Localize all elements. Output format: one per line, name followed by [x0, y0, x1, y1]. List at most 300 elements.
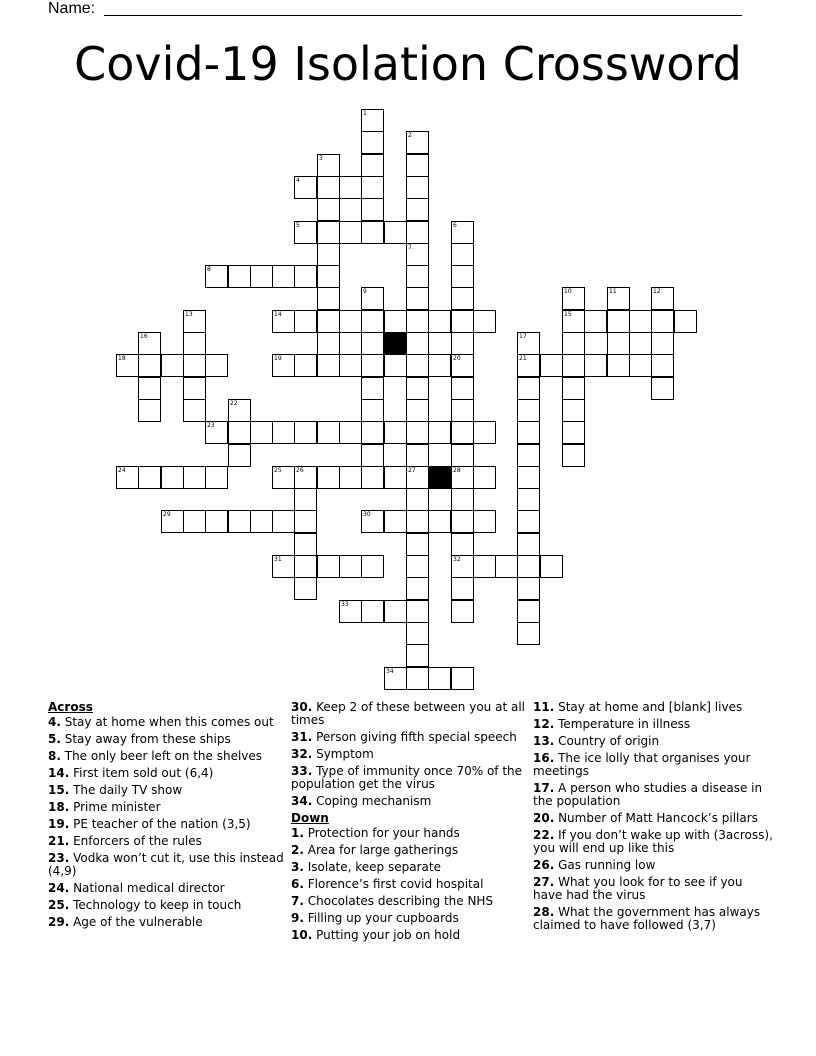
clue-text: Age of the vulnerable: [69, 915, 203, 929]
grid-cell[interactable]: [428, 354, 451, 377]
grid-cell[interactable]: [183, 377, 206, 400]
grid-cell[interactable]: [517, 600, 540, 623]
grid-cell[interactable]: [451, 287, 474, 310]
clue-number: 3: [319, 155, 323, 162]
grid-cell[interactable]: [294, 310, 317, 333]
grid-cell[interactable]: [294, 221, 317, 244]
clue-text: Enforcers of the rules: [69, 834, 202, 848]
grid-cell[interactable]: [451, 354, 474, 377]
grid-cell[interactable]: [339, 466, 362, 489]
grid-cell[interactable]: [361, 354, 384, 377]
grid-cell[interactable]: [406, 198, 429, 221]
grid-cell[interactable]: [317, 243, 340, 266]
clue-label: 14.: [48, 766, 70, 780]
grid-cell[interactable]: [629, 310, 652, 333]
clue-text: National medical director: [69, 881, 225, 895]
grid-cell[interactable]: [294, 176, 317, 199]
clue-label: 17.: [533, 781, 555, 795]
grid-cell[interactable]: [272, 555, 295, 578]
grid-cell[interactable]: [361, 310, 384, 333]
grid-cell[interactable]: [406, 154, 429, 177]
grid-cell[interactable]: [317, 332, 340, 355]
grid-cell[interactable]: [228, 399, 251, 422]
grid-cell[interactable]: [406, 466, 429, 489]
grid-cell[interactable]: [361, 466, 384, 489]
grid-cell[interactable]: [406, 176, 429, 199]
grid-cell[interactable]: [607, 332, 630, 355]
grid-cell[interactable]: [517, 377, 540, 400]
clue-text: Prime minister: [69, 800, 161, 814]
grid-cell[interactable]: [406, 555, 429, 578]
grid-cell[interactable]: [451, 510, 474, 533]
clue-label: 24.: [48, 881, 70, 895]
grid-cell[interactable]: [361, 555, 384, 578]
grid-cell[interactable]: [250, 421, 273, 444]
clue: [48, 801, 288, 814]
clue-label: 5.: [48, 732, 61, 746]
clue-number: 33: [341, 601, 349, 608]
grid-cell[interactable]: [138, 332, 161, 355]
clue-number: 30: [363, 511, 371, 518]
grid-cell[interactable]: [517, 399, 540, 422]
grid-cell[interactable]: [272, 310, 295, 333]
clue: [291, 731, 531, 744]
grid-cell[interactable]: [183, 310, 206, 333]
clue-label: 13.: [533, 734, 555, 748]
grid-cell[interactable]: [205, 510, 228, 533]
grid-cell[interactable]: [517, 577, 540, 600]
grid-cell[interactable]: [183, 466, 206, 489]
clues-column-1: [48, 701, 288, 933]
grid-cell[interactable]: [562, 421, 585, 444]
clue-text: Stay at home when this comes out: [60, 715, 274, 729]
grid-cell[interactable]: [205, 421, 228, 444]
grid-cell[interactable]: [562, 287, 585, 310]
grid-cell[interactable]: [451, 221, 474, 244]
grid-cell[interactable]: [451, 399, 474, 422]
grid-cell[interactable]: [294, 510, 317, 533]
clue-label: 6.: [291, 877, 304, 891]
grid-cell[interactable]: [384, 354, 407, 377]
clue-label: 1.: [291, 826, 304, 840]
grid-cell[interactable]: [540, 354, 563, 377]
clue: [533, 701, 773, 714]
clue-text: Chocolates describing the NHS: [303, 894, 494, 908]
clue: [291, 844, 531, 857]
grid-cell[interactable]: [361, 399, 384, 422]
grid-cell[interactable]: [517, 510, 540, 533]
grid-cell[interactable]: [384, 466, 407, 489]
clue-number: 5: [296, 222, 300, 229]
grid-cell[interactable]: [406, 577, 429, 600]
grid-cell[interactable]: [138, 377, 161, 400]
clue-text: Person giving fifth special speech: [312, 730, 517, 744]
clue-text: What you look for to see if you have had the virus: [533, 875, 743, 902]
grid-cell[interactable]: [607, 354, 630, 377]
clue-text: What the government has always claimed to have followed (3,7): [533, 905, 761, 932]
clues-column-2: [291, 701, 531, 946]
clue-number: 27: [408, 467, 416, 474]
grid-cell[interactable]: [294, 265, 317, 288]
grid-cell[interactable]: [183, 354, 206, 377]
grid-cell[interactable]: [161, 466, 184, 489]
grid-cell[interactable]: [406, 265, 429, 288]
clue: [291, 795, 531, 808]
grid-cell[interactable]: [406, 421, 429, 444]
grid-cell[interactable]: [451, 488, 474, 511]
grid-cell[interactable]: [562, 354, 585, 377]
clue: [533, 906, 773, 932]
clue-label: 26.: [533, 858, 555, 872]
clue: [291, 861, 531, 874]
clue-text: First item sold out (6,4): [69, 766, 214, 780]
clue-number: 25: [274, 467, 282, 474]
grid-cell[interactable]: [317, 466, 340, 489]
clue-label: 2.: [291, 843, 304, 857]
grid-cell[interactable]: [517, 466, 540, 489]
grid-cell[interactable]: [562, 444, 585, 467]
grid-cell[interactable]: [317, 354, 340, 377]
clue-label: 18.: [48, 800, 70, 814]
grid-cell[interactable]: [607, 310, 630, 333]
grid-cell[interactable]: [361, 221, 384, 244]
grid-cell[interactable]: [451, 555, 474, 578]
grid-cell[interactable]: [205, 466, 228, 489]
clue-text: The only beer left on the shelves: [60, 749, 263, 763]
down-heading: Down: [291, 811, 329, 825]
grid-cell[interactable]: [473, 421, 496, 444]
grid-cell[interactable]: [384, 221, 407, 244]
grid-cell[interactable]: [406, 644, 429, 667]
grid-cell[interactable]: [384, 667, 407, 690]
grid-cell[interactable]: [339, 354, 362, 377]
grid-cell[interactable]: [451, 577, 474, 600]
clue: [291, 929, 531, 942]
clue-label: 12.: [533, 717, 555, 731]
grid-cell[interactable]: [562, 377, 585, 400]
grid-cell[interactable]: [361, 377, 384, 400]
clue-label: 4.: [48, 715, 61, 729]
clue-label: 3.: [291, 860, 304, 874]
grid-cell[interactable]: [651, 354, 674, 377]
grid-cell[interactable]: [294, 555, 317, 578]
clue: [291, 895, 531, 908]
grid-cell[interactable]: [406, 354, 429, 377]
clue: [48, 750, 288, 763]
clue-label: 8.: [48, 749, 61, 763]
clue-number: 2: [408, 132, 412, 139]
clue-text: PE teacher of the nation (3,5): [69, 817, 251, 831]
clue: [291, 765, 531, 791]
clue-label: 33.: [291, 764, 313, 778]
grid-cell[interactable]: [339, 555, 362, 578]
grid-cell[interactable]: [428, 310, 451, 333]
grid-cell[interactable]: [540, 555, 563, 578]
grid-cell[interactable]: [272, 421, 295, 444]
clues-column-3: [533, 701, 773, 936]
clue: [48, 852, 288, 878]
clue-text: Area for large gatherings: [303, 843, 459, 857]
grid-cell[interactable]: [138, 399, 161, 422]
clue-number: 6: [453, 222, 457, 229]
grid-cell[interactable]: [674, 310, 697, 333]
grid-cell[interactable]: [250, 510, 273, 533]
grid-cell[interactable]: [406, 377, 429, 400]
clue-text: Type of immunity once 70% of the population get the virus: [291, 764, 523, 791]
grid-cell[interactable]: [361, 332, 384, 355]
clue: [48, 784, 288, 797]
grid-cell[interactable]: [451, 310, 474, 333]
grid-cell[interactable]: [161, 510, 184, 533]
grid-cell[interactable]: [451, 444, 474, 467]
grid-cell[interactable]: [228, 265, 251, 288]
grid-cell[interactable]: [651, 377, 674, 400]
grid-cell[interactable]: [406, 243, 429, 266]
grid-cell[interactable]: [406, 622, 429, 645]
clue-number: 9: [363, 288, 367, 295]
grid-cell[interactable]: [317, 154, 340, 177]
grid-cell[interactable]: [361, 198, 384, 221]
clue-text: Florence’s first covid hospital: [303, 877, 484, 891]
clue-text: If you don’t wake up with (3across), you will end up like this: [533, 828, 773, 855]
grid-cell[interactable]: [272, 510, 295, 533]
grid-cell[interactable]: [495, 555, 518, 578]
grid-cell[interactable]: [584, 310, 607, 333]
clue-label: 15.: [48, 783, 70, 797]
grid-cell[interactable]: [272, 466, 295, 489]
grid-cell[interactable]: [205, 265, 228, 288]
grid-cell[interactable]: [428, 667, 451, 690]
grid-cell[interactable]: [361, 154, 384, 177]
clue: [533, 859, 773, 872]
clue-label: 32.: [291, 747, 313, 761]
clue-number: 1: [363, 110, 367, 117]
grid-cell[interactable]: [272, 265, 295, 288]
grid-cell[interactable]: [339, 221, 362, 244]
clue-number: 23: [207, 422, 215, 429]
grid-cell[interactable]: [406, 667, 429, 690]
clue-label: 31.: [291, 730, 313, 744]
grid-cell[interactable]: [428, 421, 451, 444]
clue-number: 4: [296, 177, 300, 184]
grid-cell[interactable]: [451, 600, 474, 623]
grid-cell[interactable]: [317, 198, 340, 221]
clue-text: Isolate, keep separate: [303, 860, 441, 874]
clue-label: 10.: [291, 928, 313, 942]
grid-cell[interactable]: [451, 243, 474, 266]
grid-cell[interactable]: [228, 510, 251, 533]
grid-cell[interactable]: [562, 332, 585, 355]
clue-number: 16: [140, 333, 148, 340]
grid-cell[interactable]: [361, 421, 384, 444]
grid-cell[interactable]: [406, 332, 429, 355]
grid-cell[interactable]: [294, 533, 317, 556]
clue-text: Protection for your hands: [303, 826, 460, 840]
grid-cell[interactable]: [584, 354, 607, 377]
grid-cell[interactable]: [406, 131, 429, 154]
grid-cell[interactable]: [651, 287, 674, 310]
grid-cell[interactable]: [138, 354, 161, 377]
clue: [48, 733, 288, 746]
grid-cell[interactable]: [317, 287, 340, 310]
clue-label: 21.: [48, 834, 70, 848]
grid-cell[interactable]: [339, 176, 362, 199]
grid-cell[interactable]: [451, 421, 474, 444]
grid-cell[interactable]: [517, 332, 540, 355]
grid-cell[interactable]: [294, 488, 317, 511]
clue-text: Filling up your cupboards: [303, 911, 459, 925]
grid-cell[interactable]: [562, 399, 585, 422]
grid-cell[interactable]: [384, 600, 407, 623]
grid-cell[interactable]: [451, 667, 474, 690]
grid-cell[interactable]: [406, 310, 429, 333]
clue-number: 8: [207, 266, 211, 273]
grid-cell[interactable]: [272, 354, 295, 377]
grid-cell[interactable]: [384, 310, 407, 333]
clue: [48, 899, 288, 912]
grid-cell[interactable]: [473, 555, 496, 578]
clue-number: 34: [386, 668, 394, 675]
clue-text: Temperature in illness: [554, 717, 691, 731]
clue-number: 32: [453, 556, 461, 563]
clue: [48, 716, 288, 729]
grid-cell[interactable]: [517, 444, 540, 467]
grid-cell[interactable]: [205, 354, 228, 377]
grid-cell[interactable]: [183, 332, 206, 355]
clue: [291, 878, 531, 891]
grid-cell[interactable]: [294, 421, 317, 444]
grid-cell[interactable]: [406, 600, 429, 623]
grid-cell[interactable]: [406, 488, 429, 511]
clue-label: 11.: [533, 700, 555, 714]
clue-label: 7.: [291, 894, 304, 908]
grid-cell[interactable]: [294, 354, 317, 377]
grid-cell[interactable]: [317, 265, 340, 288]
clue: [291, 748, 531, 761]
grid-cell[interactable]: [183, 510, 206, 533]
grid-cell[interactable]: [361, 600, 384, 623]
grid-cell[interactable]: [361, 510, 384, 533]
clue-text: Stay away from these ships: [60, 732, 231, 746]
grid-cell[interactable]: [161, 354, 184, 377]
clue-text: Stay at home and [blank] lives: [554, 700, 743, 714]
grid-cell[interactable]: [228, 444, 251, 467]
grid-cell[interactable]: [294, 577, 317, 600]
clue-number: 22: [230, 400, 238, 407]
grid-cell[interactable]: [384, 421, 407, 444]
grid-cell[interactable]: [517, 555, 540, 578]
grid-cell[interactable]: [428, 510, 451, 533]
grid-cell[interactable]: [317, 421, 340, 444]
black-cell: [384, 332, 407, 355]
grid-cell[interactable]: [451, 377, 474, 400]
grid-cell[interactable]: [317, 555, 340, 578]
grid-cell[interactable]: [294, 466, 317, 489]
clue-label: 34.: [291, 794, 313, 808]
clue-number: 10: [564, 288, 572, 295]
grid-cell[interactable]: [361, 287, 384, 310]
grid-cell[interactable]: [384, 510, 407, 533]
grid-cell[interactable]: [517, 488, 540, 511]
clue-text: Putting your job on hold: [312, 928, 461, 942]
clue: [48, 767, 288, 780]
grid-cell[interactable]: [228, 421, 251, 444]
grid-cell[interactable]: [406, 533, 429, 556]
clue-text: Gas running low: [554, 858, 656, 872]
grid-cell[interactable]: [517, 622, 540, 645]
clue-text: Coping mechanism: [312, 794, 432, 808]
clue: [533, 876, 773, 902]
clue: [291, 912, 531, 925]
clue-text: Symptom: [312, 747, 374, 761]
grid-cell[interactable]: [406, 287, 429, 310]
grid-cell[interactable]: [361, 444, 384, 467]
grid-cell[interactable]: [406, 399, 429, 422]
grid-cell[interactable]: [361, 131, 384, 154]
clue-label: 20.: [533, 811, 555, 825]
clue-label: 28.: [533, 905, 555, 919]
grid-cell[interactable]: [339, 310, 362, 333]
clue: [48, 916, 288, 929]
grid-cell[interactable]: [317, 221, 340, 244]
grid-cell[interactable]: [406, 510, 429, 533]
grid-cell[interactable]: [473, 310, 496, 333]
grid-cell[interactable]: [629, 354, 652, 377]
grid-cell[interactable]: [116, 466, 139, 489]
clue-number: 11: [609, 288, 617, 295]
grid-cell[interactable]: [451, 332, 474, 355]
grid-cell[interactable]: [517, 533, 540, 556]
grid-cell[interactable]: [562, 310, 585, 333]
clue-label: 19.: [48, 817, 70, 831]
clue-number: 26: [296, 467, 304, 474]
grid-cell[interactable]: [138, 466, 161, 489]
clue-number: 7: [408, 244, 412, 251]
grid-cell[interactable]: [451, 466, 474, 489]
clue-text: Technology to keep in touch: [69, 898, 242, 912]
grid-cell[interactable]: [517, 421, 540, 444]
clue-number: 15: [564, 311, 572, 318]
clue-label: 25.: [48, 898, 70, 912]
clue-number: 21: [519, 355, 527, 362]
grid-cell[interactable]: [361, 176, 384, 199]
grid-cell[interactable]: [116, 354, 139, 377]
grid-cell[interactable]: [406, 221, 429, 244]
grid-cell[interactable]: [451, 265, 474, 288]
clue-text: A person who studies a disease in the population: [533, 781, 763, 808]
grid-cell[interactable]: [317, 176, 340, 199]
clue-label: 16.: [533, 751, 555, 765]
black-cell: [428, 466, 451, 489]
grid-cell[interactable]: [361, 109, 384, 132]
name-label: Name:: [48, 0, 96, 17]
grid-cell[interactable]: [183, 399, 206, 422]
grid-cell[interactable]: [451, 533, 474, 556]
page-title: Covid-19 Isolation Crossword: [74, 37, 742, 91]
grid-cell[interactable]: [406, 444, 429, 467]
grid-cell[interactable]: [250, 265, 273, 288]
clue-text: The ice lolly that organises your meetings: [533, 751, 751, 778]
grid-cell[interactable]: [473, 466, 496, 489]
grid-cell[interactable]: [339, 421, 362, 444]
grid-cell[interactable]: [651, 332, 674, 355]
grid-cell[interactable]: [651, 310, 674, 333]
grid-cell[interactable]: [473, 510, 496, 533]
grid-cell[interactable]: [317, 310, 340, 333]
grid-cell[interactable]: [339, 600, 362, 623]
grid-cell[interactable]: [517, 354, 540, 377]
grid-cell[interactable]: [607, 287, 630, 310]
